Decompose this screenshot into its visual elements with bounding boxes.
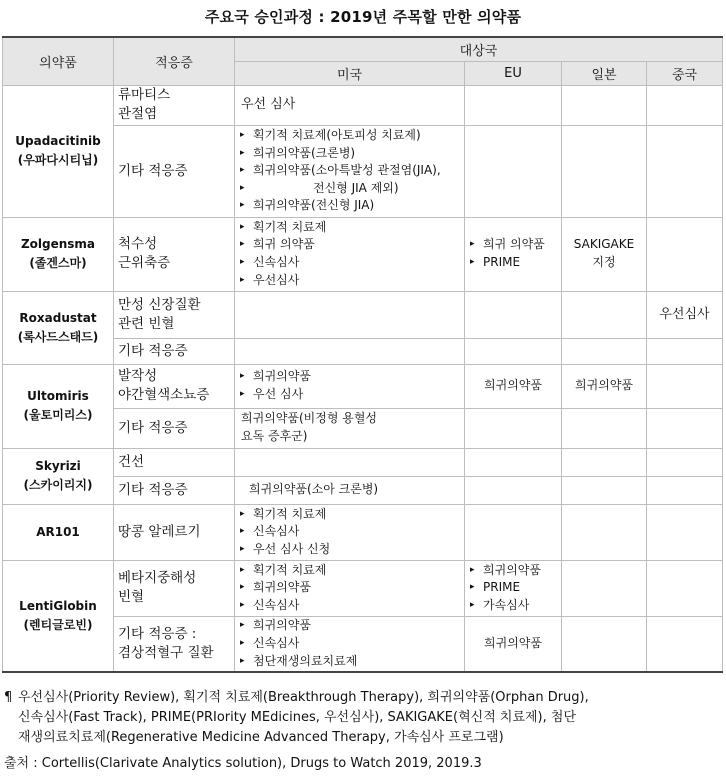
- eu-cell: 희귀의약품: [465, 364, 562, 408]
- us-cell: ▸ 획기적 치료제 ▸ 신속심사 ▸ 우선 심사 신청: [235, 504, 465, 560]
- notes-section: [4, 688, 722, 774]
- table-row: [3, 364, 723, 408]
- drug-ar101: AR101: [3, 504, 114, 560]
- indication-cell: 기타 적응증: [114, 125, 235, 217]
- indication-cell: 만성 신장질환 관련 빈혈: [114, 291, 235, 338]
- approval-table: [2, 36, 723, 673]
- indication-cell: 류마티스 관절염: [114, 85, 235, 125]
- note-mark: ¶: [4, 690, 13, 705]
- indication-cell: 기타 적응증: [114, 338, 235, 364]
- cn-cell: 우선심사: [647, 291, 723, 338]
- indication-cell: 땅콩 알레르기: [114, 504, 235, 560]
- indication-cell: 기타 적응증: [114, 476, 235, 504]
- header-us: 미국: [235, 61, 465, 85]
- indication-cell: 건선: [114, 448, 235, 476]
- indication-cell: 기타 적응증 : 겸상적혈구 질환: [114, 616, 235, 672]
- indication-cell: 기타 적응증: [114, 408, 235, 448]
- us-cell: ▸ 획기적 치료제(아토피성 치료제) ▸ 희귀의약품(크론병) ▸ 희귀의약품(소아특발성 관절염(JIA), ▸ 전신형 JIA 제외) ▸ 희귀의약품(전신형 JIA): [235, 125, 465, 217]
- table-row: [3, 560, 723, 616]
- header-indication: 적응증: [114, 37, 235, 85]
- eu-cell: ▸ 희귀 의약품 ▸ PRIME: [465, 217, 562, 291]
- us-cell: ▸ 획기적 치료제 ▸ 희귀의약품 ▸ 신속심사: [235, 560, 465, 616]
- eu-cell: 희귀의약품: [465, 616, 562, 672]
- header-cn: 중국: [647, 61, 723, 85]
- eu-cell: ▸ 희귀의약품 ▸ PRIME ▸ 가속심사: [465, 560, 562, 616]
- indication-cell: 발작성 야간혈색소뇨증: [114, 364, 235, 408]
- us-cell: 우선 심사: [235, 85, 465, 125]
- table-row: [3, 504, 723, 560]
- drug-lentiglobin: LentiGlobin (렌티글로빈): [3, 560, 114, 672]
- note-paragraph: ¶ 우선심사(Priority Review), 획기적 치료제(Breakthrough Therapy), 희귀의약품(Orphan Drug), 신속심사(Fast Track), PRIME(PRIority MEdicines, 우선심사), SAKIGAKE(혁신적 치료제), 첨단 재생의료치료제(Regenerative Medicine Advanced Therapy, 가속심사 프로그램): [4, 690, 589, 745]
- jp-cell: SAKIGAKE 지정: [562, 217, 647, 291]
- us-cell: ▸ 희귀의약품 ▸ 신속심사 ▸ 첨단재생의료치료제: [235, 616, 465, 672]
- us-cell: ▸ 획기적 치료제 ▸ 희귀 의약품 ▸ 신속심사 ▸ 우선심사: [235, 217, 465, 291]
- drug-zolgensma: Zolgensma (졸겐스마): [3, 217, 114, 291]
- drug-skyrizi: Skyrizi (스카이리지): [3, 448, 114, 504]
- source-line: 출처 : Cortellis(Clarivate Analytics solution), Drugs to Watch 2019, 2019.3: [4, 756, 482, 771]
- header-eu: EU: [465, 61, 562, 85]
- table-row: [3, 217, 723, 291]
- drug-roxadustat: Roxadustat (록사드스태드): [3, 291, 114, 364]
- header-target-country: 대상국: [235, 37, 723, 61]
- header-drug: 의약품: [3, 37, 114, 85]
- table-row: [3, 448, 723, 476]
- table-row: [3, 85, 723, 125]
- indication-cell: 베타지중해성 빈혈: [114, 560, 235, 616]
- page-title: 주요국 승인과정 : 2019년 주목할 만한 의약품: [204, 8, 522, 26]
- header-jp: 일본: [562, 61, 647, 85]
- drug-upadacitinib: Upadacitinib (우파다시티닙): [3, 85, 114, 217]
- table-row: [3, 291, 723, 338]
- drug-ultomiris: Ultomiris (울토미리스): [3, 364, 114, 448]
- us-cell: 희귀의약품(비정형 용혈성 요독 증후군): [235, 408, 465, 448]
- indication-cell: 척수성 근위축증: [114, 217, 235, 291]
- us-cell: ▸ 희귀의약품 ▸ 우선 심사: [235, 364, 465, 408]
- us-cell: 희귀의약품(소아 크론병): [235, 476, 465, 504]
- jp-cell: 희귀의약품: [562, 364, 647, 408]
